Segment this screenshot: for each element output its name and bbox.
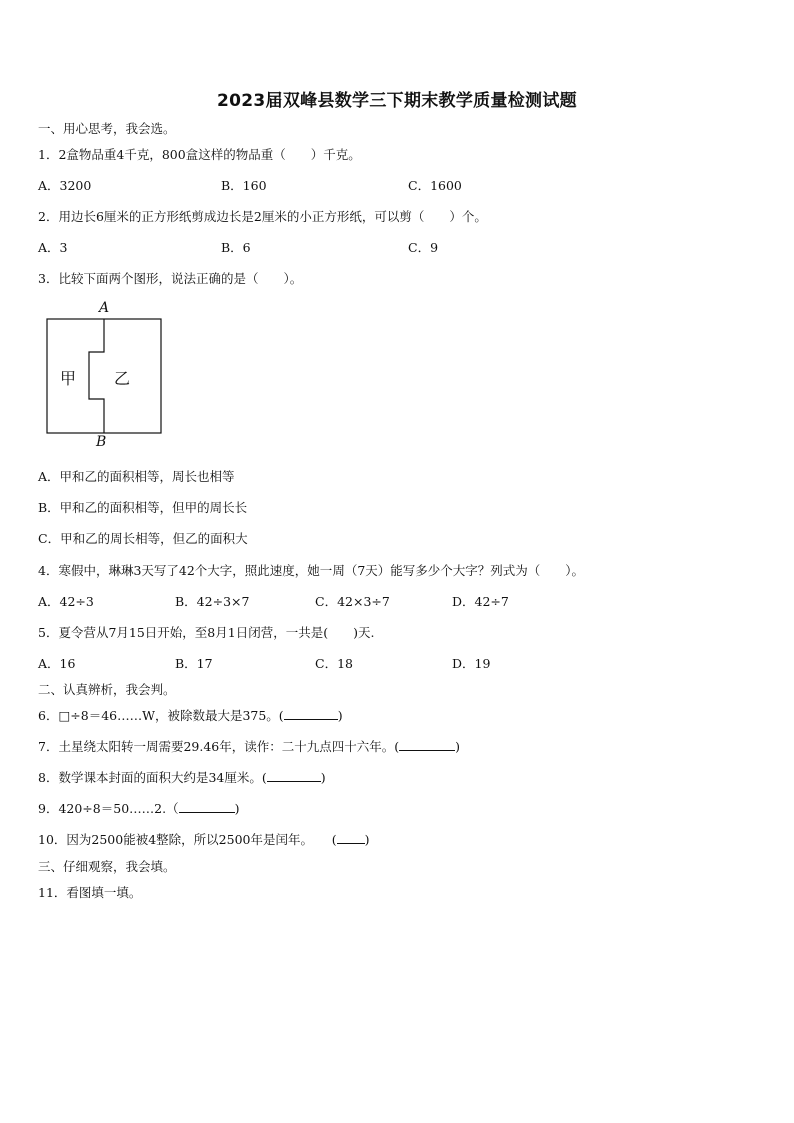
option-c: C．42×3÷7 bbox=[315, 594, 390, 609]
option-c: C．1600 bbox=[408, 178, 462, 193]
question-10-end: ) bbox=[364, 832, 370, 847]
question-6-end: ) bbox=[337, 708, 343, 723]
label-b: B bbox=[96, 434, 107, 450]
option-a: A．42÷3 bbox=[38, 594, 94, 609]
question-2: 2．用边长6厘米的正方形纸剪成边长是2厘米的小正方形纸，可以剪（ ）个。 bbox=[38, 209, 487, 224]
option-a: A．3200 bbox=[38, 178, 92, 193]
option-b: B．17 bbox=[175, 656, 213, 671]
question-8 bbox=[38, 770, 326, 786]
answer-blank[interactable] bbox=[284, 719, 338, 720]
question-10-text: 10．因为2500能被4整除，所以2500年是闰年。 ( bbox=[38, 832, 337, 847]
option-d: D．19 bbox=[452, 656, 491, 671]
option-d: D．42÷7 bbox=[452, 594, 509, 609]
option-c: C．18 bbox=[315, 656, 353, 671]
question-2-options bbox=[38, 240, 758, 256]
question-6 bbox=[38, 708, 343, 724]
question-4: 4．寒假中，琳琳3天写了42个大字，照此速度，她一周（7天）能写多少个大字？列式为（ ）。 bbox=[38, 563, 585, 578]
question-5-options bbox=[38, 656, 758, 672]
question-3-option-a: A．甲和乙的面积相等，周长也相等 bbox=[38, 469, 235, 484]
question-8-end: ) bbox=[320, 770, 326, 785]
region-yi-label: 乙 bbox=[114, 369, 131, 388]
page-title: 2023届双峰县数学三下期末教学质量检测试题 bbox=[217, 91, 577, 111]
question-9-text: 9．420÷8＝50……2.（ bbox=[38, 801, 179, 816]
question-10 bbox=[38, 832, 370, 848]
option-a: A．16 bbox=[38, 656, 76, 671]
question-6-text: 6．□÷8＝46……W，被除数最大是375。( bbox=[38, 708, 284, 723]
answer-blank[interactable] bbox=[179, 812, 235, 813]
section-heading-fill: 三、仔细观察，我会填。 bbox=[38, 859, 176, 874]
region-jia-label: 甲 bbox=[60, 369, 77, 388]
question-11: 11．看图填一填。 bbox=[38, 885, 142, 900]
answer-blank[interactable] bbox=[337, 843, 365, 844]
question-7 bbox=[38, 739, 460, 755]
option-b: B．42÷3×7 bbox=[175, 594, 250, 609]
option-b: B．6 bbox=[221, 240, 251, 255]
question-9-end: ) bbox=[234, 801, 240, 816]
question-3-option-c: C．甲和乙的周长相等，但乙的面积大 bbox=[38, 531, 248, 546]
question-4-options bbox=[38, 594, 758, 610]
question-3: 3．比较下面两个图形，说法正确的是（ ）。 bbox=[38, 271, 303, 286]
section-heading-judge: 二、认真辨析，我会判。 bbox=[38, 682, 176, 697]
label-a: A bbox=[99, 300, 110, 316]
section-heading-choice: 一、用心思考，我会选。 bbox=[38, 121, 176, 136]
question-5: 5．夏令营从7月15日开始，至8月1日闭营，一共是( )天. bbox=[38, 625, 375, 640]
question-7-text: 7．土星绕太阳转一周需要29.46年，读作：二十九点四十六年。( bbox=[38, 739, 400, 754]
question-1: 1．2盒物品重4千克，800盒这样的物品重（ ）千克。 bbox=[38, 147, 361, 162]
answer-blank[interactable] bbox=[267, 781, 321, 782]
option-c: C．9 bbox=[408, 240, 439, 255]
option-b: B．160 bbox=[221, 178, 267, 193]
option-a: A．3 bbox=[38, 240, 68, 255]
question-3-option-b: B．甲和乙的面积相等，但甲的周长长 bbox=[38, 500, 248, 515]
question-9 bbox=[38, 801, 239, 817]
question-1-options bbox=[38, 178, 758, 194]
question-7-end: ) bbox=[455, 739, 461, 754]
answer-blank[interactable] bbox=[399, 750, 455, 751]
question-3-figure bbox=[40, 300, 170, 452]
question-8-text: 8．数学课本封面的面积大约是34厘米。( bbox=[38, 770, 267, 785]
